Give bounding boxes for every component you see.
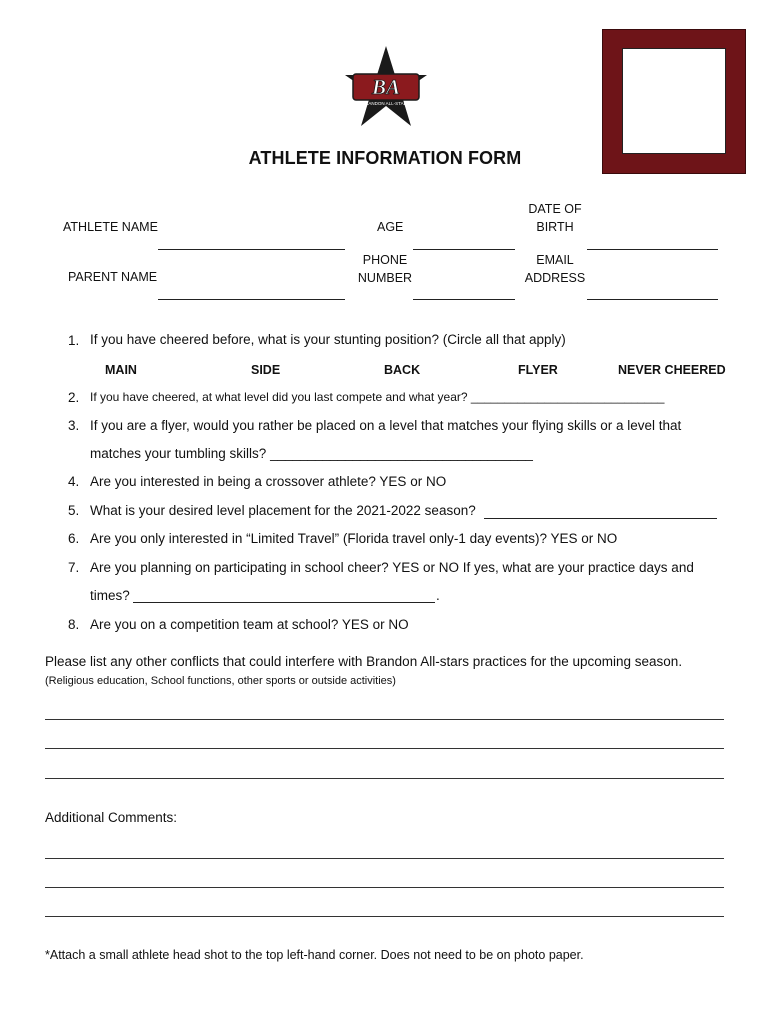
dob-label: DATE OF BIRTH: [528, 202, 582, 234]
logo-subtitle: BRANDON ALL-STARS: [362, 101, 410, 106]
q3-number: 3.: [68, 418, 80, 433]
option-never-cheered[interactable]: NEVER CHEERED: [618, 363, 726, 377]
q3-text-line1: If you are a flyer, would you rather be placed on a level that matches your flying skills or a level that: [90, 418, 682, 433]
q7-answer-line[interactable]: [133, 602, 435, 603]
conflicts-line-1[interactable]: [45, 719, 724, 720]
option-flyer[interactable]: FLYER: [518, 363, 558, 377]
q5-answer-line[interactable]: [484, 518, 717, 519]
email-field[interactable]: [587, 299, 718, 300]
q6-text: Are you only interested in “Limited Travel” (Florida travel only-1 day events)? YES or NO: [90, 531, 618, 546]
age-label: AGE: [377, 220, 404, 234]
conflicts-note: (Religious education, School functions, other sports or outside activities): [45, 675, 396, 687]
form-title: ATHLETE INFORMATION FORM: [248, 148, 522, 168]
q5-text: What is your desired level placement for the 2021-2022 season?: [90, 503, 476, 518]
q2-number: 2.: [68, 390, 80, 405]
q1-number: 1.: [68, 333, 80, 348]
additional-comments-label: Additional Comments:: [45, 810, 178, 825]
athlete-name-field[interactable]: [158, 249, 345, 250]
q6-number: 6.: [68, 531, 80, 546]
brandon-all-stars-logo: [343, 44, 429, 130]
option-main[interactable]: MAIN: [105, 363, 137, 377]
phone-label: PHONE NUMBER: [357, 253, 413, 285]
comments-line-3[interactable]: [45, 916, 724, 917]
footer-note: *Attach a small athlete head shot to the top left-hand corner. Does not need to be on photo paper.: [45, 948, 584, 962]
q3-text-line2: matches your tumbling skills? ___________________________________: [90, 446, 533, 461]
q8-number: 8.: [68, 617, 80, 632]
athlete-name-label: ATHLETE NAME: [63, 220, 158, 234]
q2-text: If you have cheered, at what level did you last compete and what year? _____________________________: [90, 390, 665, 404]
dob-field[interactable]: [587, 249, 718, 250]
q7-period: .: [436, 588, 440, 603]
parent-name-label: PARENT NAME: [68, 270, 158, 284]
option-side[interactable]: SIDE: [251, 363, 281, 377]
email-label: EMAIL ADDRESS: [524, 253, 586, 285]
photo-placeholder[interactable]: [622, 48, 726, 154]
conflicts-line-2[interactable]: [45, 748, 724, 749]
logo-letters: BA: [371, 75, 401, 99]
conflicts-line-3[interactable]: [45, 778, 724, 779]
option-back[interactable]: BACK: [384, 363, 421, 377]
q8-text: Are you on a competition team at school? YES or NO: [90, 617, 409, 632]
comments-line-1[interactable]: [45, 858, 724, 859]
q7-number: 7.: [68, 560, 80, 575]
comments-line-2[interactable]: [45, 887, 724, 888]
age-field[interactable]: [413, 249, 515, 250]
q7-text-line2: times?: [90, 588, 130, 603]
q5-number: 5.: [68, 503, 80, 518]
q4-text: Are you interested in being a crossover athlete? YES or NO: [90, 474, 447, 489]
q7-text-line1: Are you planning on participating in school cheer? YES or NO If yes, what are your practice days and: [90, 560, 694, 575]
phone-field[interactable]: [413, 299, 515, 300]
parent-name-field[interactable]: [158, 299, 345, 300]
q1-text: If you have cheered before, what is your stunting position? (Circle all that apply): [90, 332, 566, 347]
q4-number: 4.: [68, 474, 80, 489]
conflicts-text: Please list any other conflicts that could interfere with Brandon All-stars practices for the upcoming season.: [45, 654, 683, 669]
